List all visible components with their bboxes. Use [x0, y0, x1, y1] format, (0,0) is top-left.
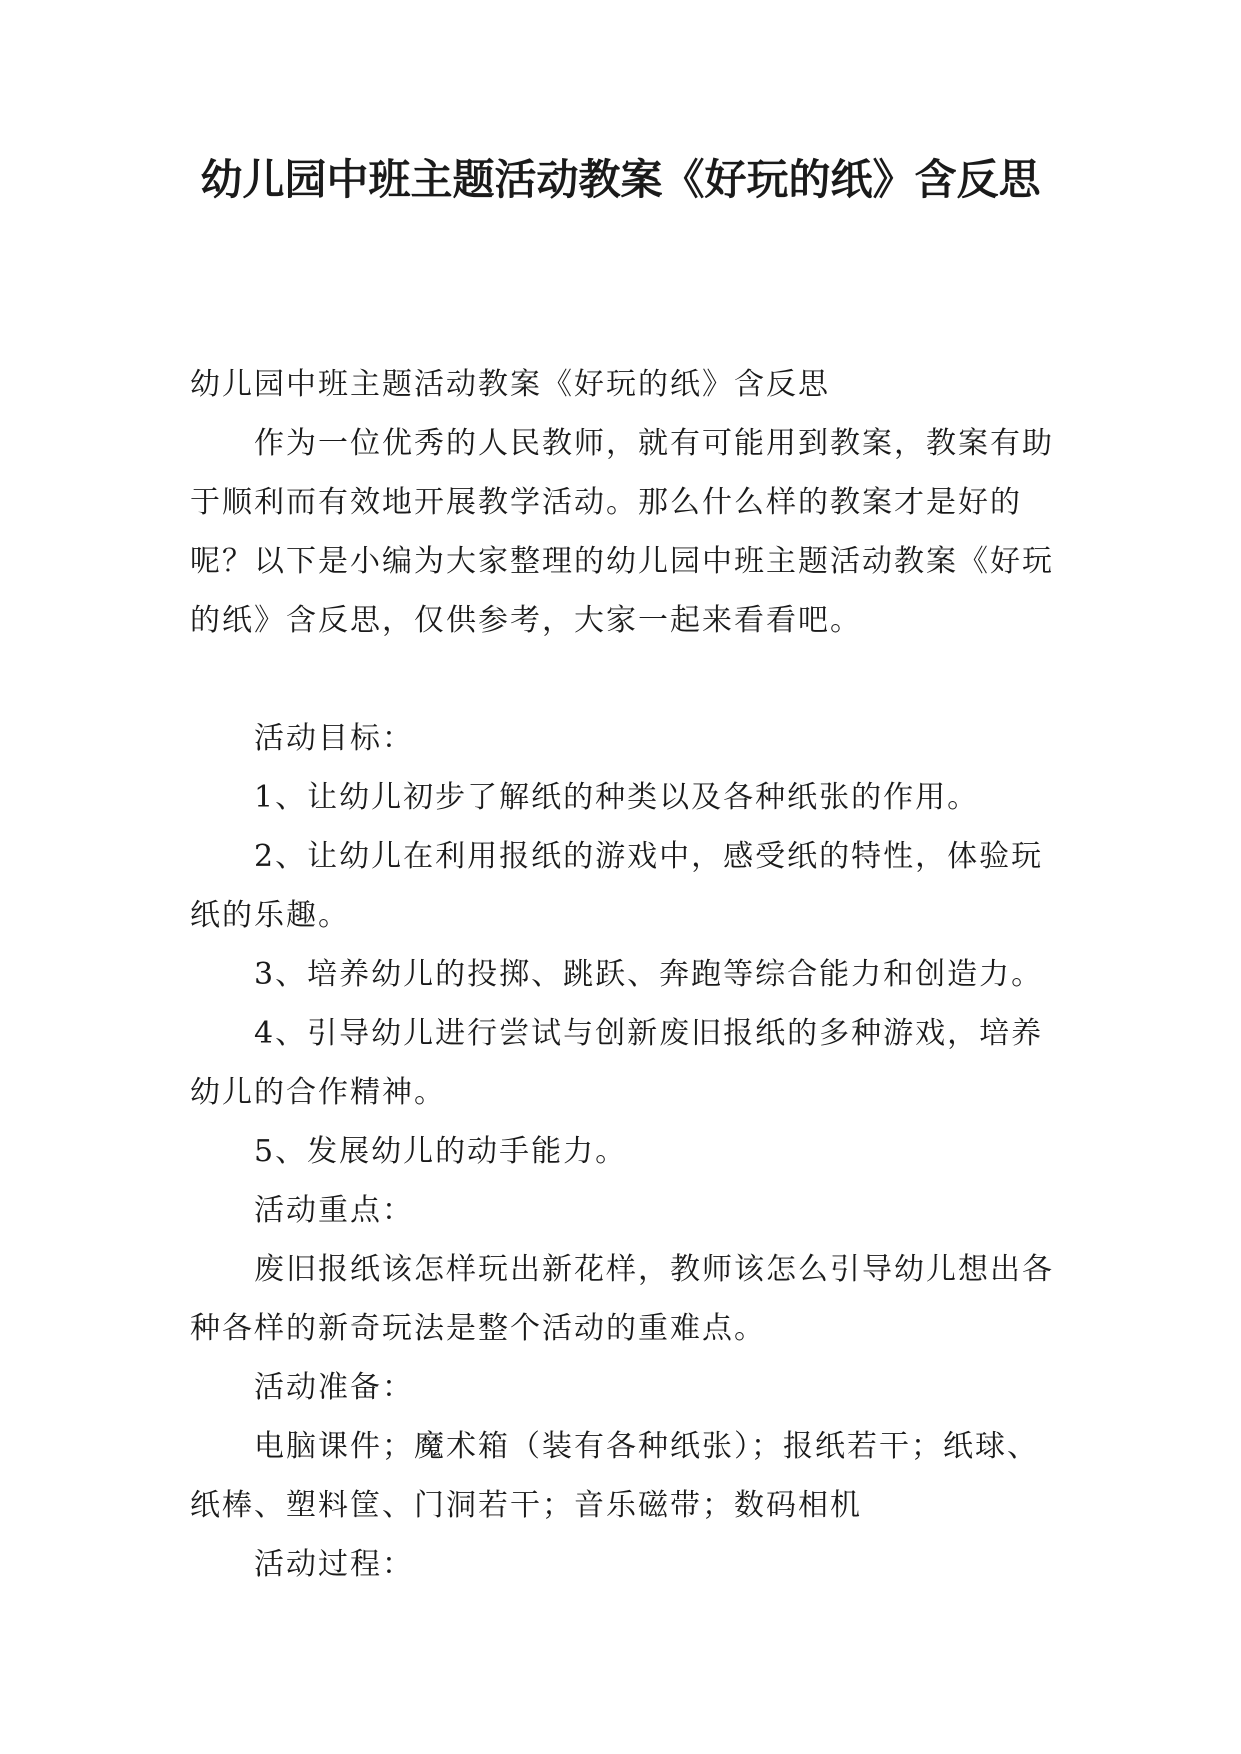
- page-title: 幼儿园中班主题活动教案《好玩的纸》含反思: [200, 155, 1041, 204]
- focus-heading: 活动重点：: [254, 1193, 414, 1228]
- goal-item-3: 3、培养幼儿的投掷、跳跃、奔跑等综合能力和创造力。: [254, 957, 1044, 992]
- prep-heading: 活动准备：: [254, 1370, 414, 1405]
- prep-paragraph: 电脑课件；魔术箱（装有各种纸张）；报纸若干；纸球、纸棒、塑料筐、门洞若干；音乐磁带；数码相机: [190, 1429, 1039, 1523]
- paragraph-spacer: [190, 650, 1070, 709]
- document-body: [190, 355, 1070, 1594]
- goal-item-2: 2、让幼儿在利用报纸的游戏中，感受纸的特性，体验玩纸的乐趣。: [190, 839, 1044, 933]
- process-heading: 活动过程：: [254, 1547, 414, 1582]
- intro-paragraph: 作为一位优秀的人民教师，就有可能用到教案，教案有助于顺利而有效地开展教学活动。那么什么样的教案才是好的呢？以下是小编为大家整理的幼儿园中班主题活动教案《好玩的纸》含反思，仅供参考，大家一起来看看吧。: [190, 426, 1054, 638]
- focus-paragraph: 废旧报纸该怎样玩出新花样，教师该怎么引导幼儿想出各种各样的新奇玩法是整个活动的重难点。: [190, 1252, 1054, 1346]
- goal-item-5: 5、发展幼儿的动手能力。: [254, 1134, 628, 1169]
- goal-item-4: 4、引导幼儿进行尝试与创新废旧报纸的多种游戏，培养幼儿的合作精神。: [190, 1016, 1044, 1110]
- subtitle-paragraph: 幼儿园中班主题活动教案《好玩的纸》含反思: [190, 367, 830, 402]
- goal-item-1: 1、让幼儿初步了解纸的种类以及各种纸张的作用。: [254, 780, 980, 815]
- goals-heading: 活动目标：: [254, 721, 414, 756]
